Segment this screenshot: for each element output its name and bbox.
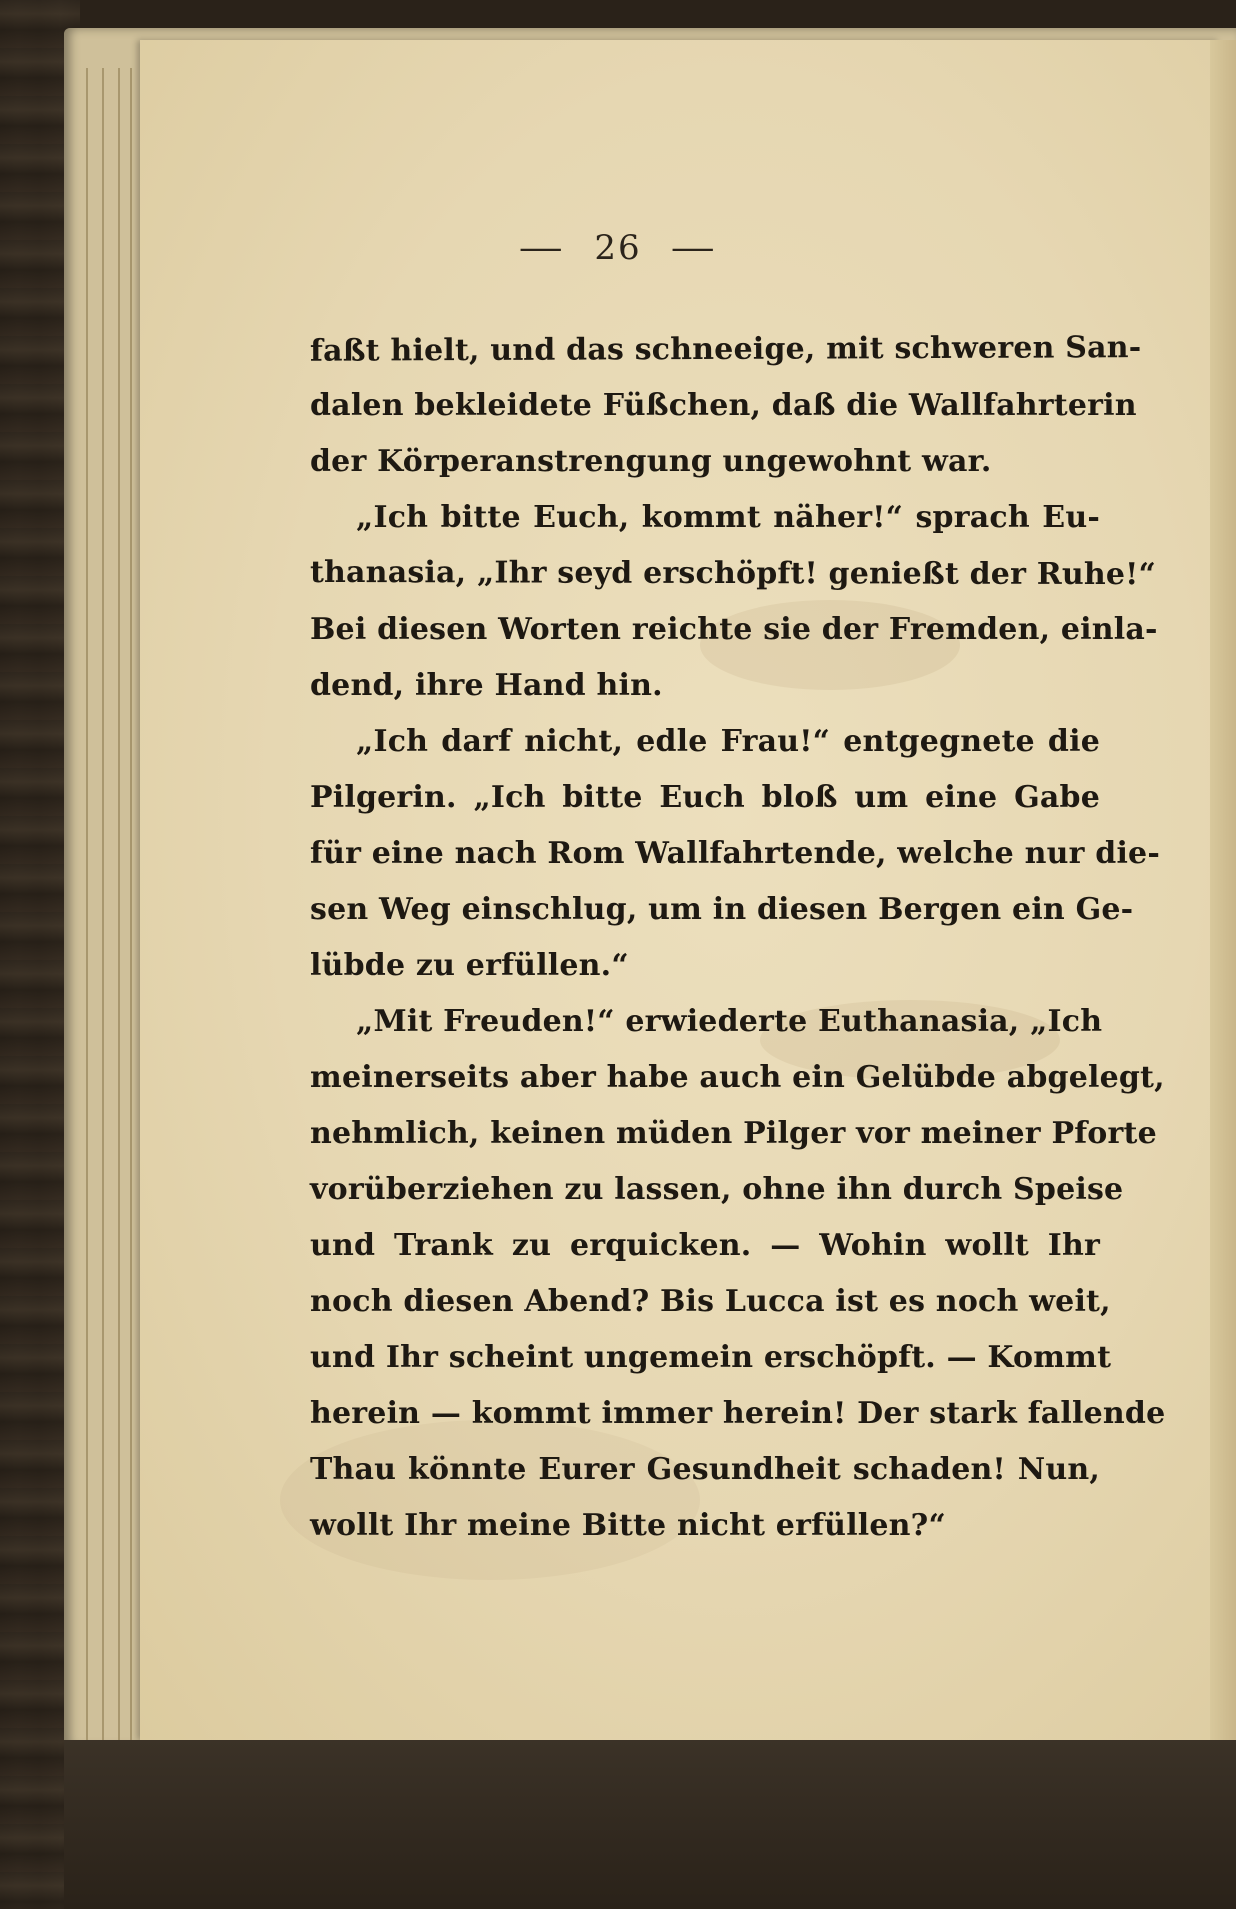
body-text [309, 322, 1166, 1554]
page-edge-line [130, 68, 132, 1748]
page-number-dash-right: — [671, 228, 718, 268]
text-line: herein — kommt immer herein! Der stark fallende [310, 1396, 1166, 1431]
text-line: „Ich bitte Euch, kommt näher!“ sprach Eu- [356, 500, 1100, 535]
page-edge-line [102, 68, 104, 1748]
text-line: für eine nach Rom Wallfahrtende, welche nur die- [310, 836, 1160, 871]
text-line: Bei diesen Worten reichte sie der Fremden, einla- [310, 612, 1158, 647]
page-edge-line [86, 68, 88, 1748]
text-line: der Körperanstrengung ungewohnt war. [310, 444, 992, 479]
text-line: nehmlich, keinen müden Pilger vor meiner Pforte [310, 1116, 1157, 1151]
page-number-dash-left: — [518, 228, 565, 268]
text-line: meinerseits aber habe auch ein Gelübde abgelegt, [310, 1060, 1165, 1095]
page-edge-line [118, 68, 120, 1748]
text-line: dalen bekleidete Füßchen, daß die Wallfahrterin [310, 388, 1137, 423]
text-line: „Mit Freuden!“ erwiederte Euthanasia, „Ich [356, 1004, 1103, 1039]
text-line: und Trank zu erquicken. — Wohin wollt Ihr [310, 1228, 1100, 1263]
page-number [0, 228, 1236, 268]
text-line: lübde zu erfüllen.“ [310, 948, 629, 983]
text-line: dend, ihre Hand hin. [310, 668, 663, 703]
text-line: wollt Ihr meine Bitte nicht erfüllen?“ [310, 1508, 946, 1543]
text-line: sen Weg einschlug, um in diesen Bergen ein Ge- [310, 892, 1134, 927]
text-line: faßt hielt, und das schneeige, mit schweren San- [309, 330, 1142, 369]
text-line: thanasia, „Ihr seyd erschöpft! genießt der Ruhe!“ [309, 554, 1157, 593]
text-line: noch diesen Abend? Bis Lucca ist es noch weit, [310, 1284, 1111, 1319]
text-line: Pilgerin. „Ich bitte Euch bloß um eine Gabe [310, 780, 1100, 815]
page-number-value: 26 [594, 228, 642, 268]
text-line: und Ihr scheint ungemein erschöpft. — Kommt [310, 1340, 1112, 1375]
text-line: vorüberziehen zu lassen, ohne ihn durch Speise [310, 1172, 1124, 1207]
text-line: Thau könnte Eurer Gesundheit schaden! Nun, [310, 1452, 1100, 1487]
text-line: „Ich darf nicht, edle Frau!“ entgegnete die [356, 724, 1100, 759]
page-right-edge [1210, 40, 1236, 1740]
page-bottom-edge [64, 1740, 1236, 1909]
